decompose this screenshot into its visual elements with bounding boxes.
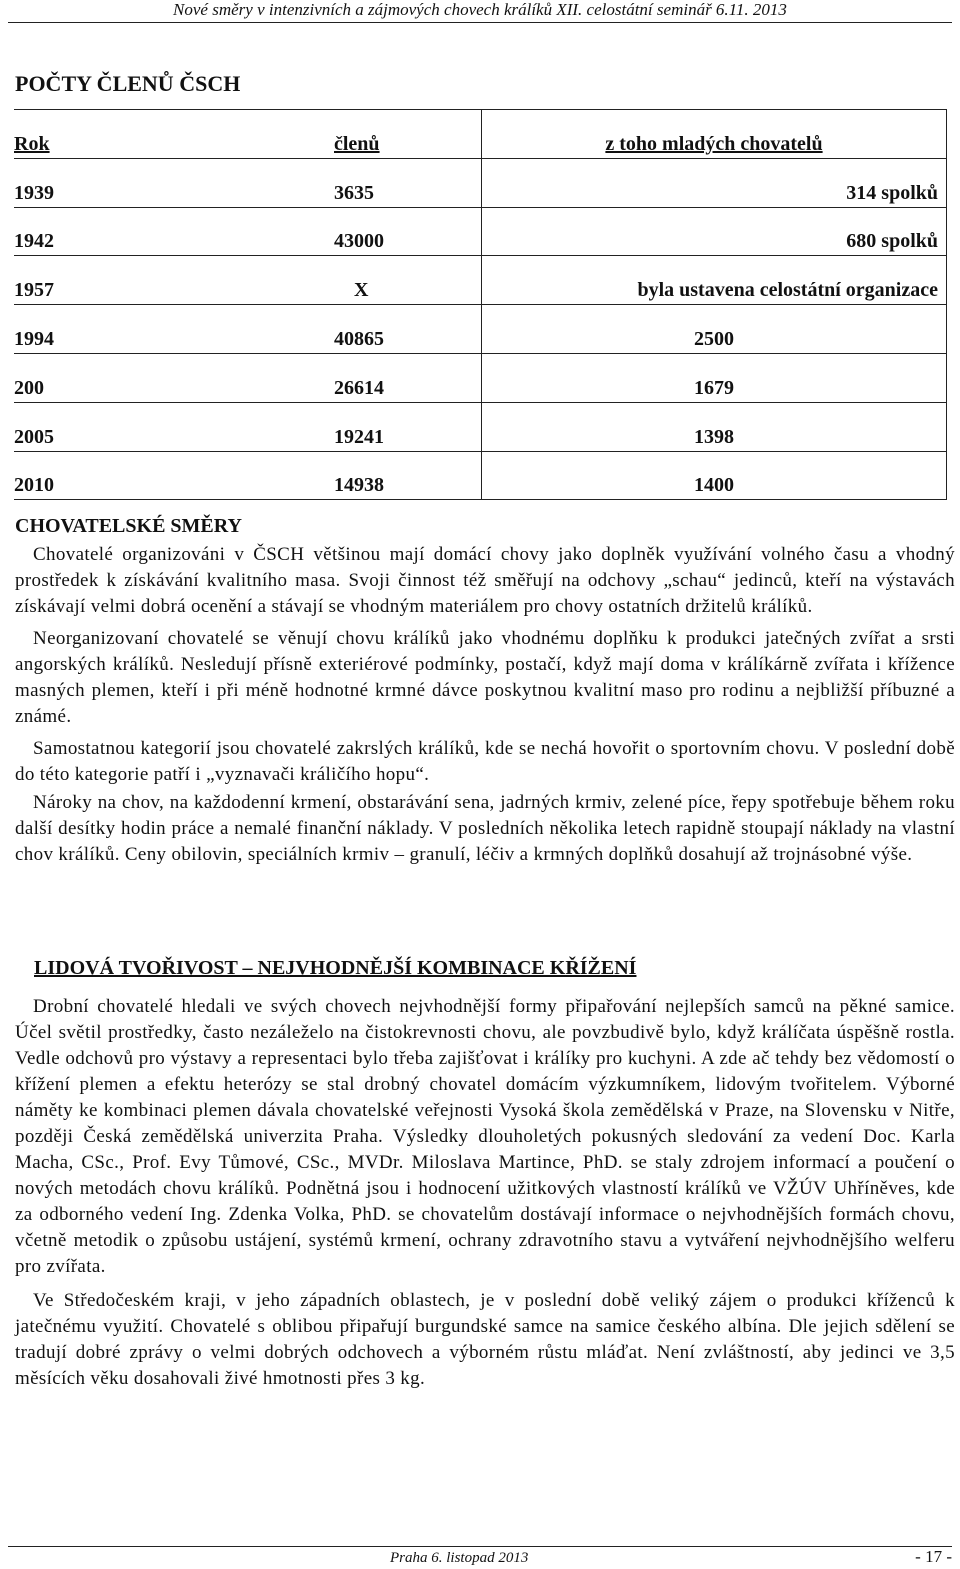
table-row: [14, 207, 947, 256]
cell-members: 26614: [334, 353, 482, 402]
column-header-members: členů: [334, 110, 482, 159]
paragraph: Chovatelé organizováni v ČSCH většinou mají domácí chovy jako doplněk využívání volného času a vhodný prostředek k získávání kvalitního masa. Svoji činnost též směřují na odchovy „schau“ jedinců, kteří na výstavách získávají velmi dobrá ocenění a stávají se vhodným materiálem pro chovy ostatních držitelů králíků.: [15, 544, 955, 617]
cell-members: 14938: [334, 451, 482, 500]
cell-members: 40865: [334, 305, 482, 354]
table-row: [14, 402, 947, 451]
cell-members: X: [334, 256, 482, 305]
cell-young: 314 spolků: [482, 158, 947, 207]
paragraph: Neorganizovaní chovatelé se věnují chovu králíků jako vhodnému doplňku k produkci jatečných zvířat a srsti angorských králíků. Nesledují přísně exteriérové podmínky, postačí, když mají doma v králíkárně zvířata i křížence masných plemen, kteří i při méně hodnotné krmné dávce poskytnou kvalitní maso pro rodinu a nejbližší příbuzné a známé.: [15, 628, 955, 727]
section-body-folk-creativity: [15, 994, 955, 1392]
cell-young: byla ustavena celostátní organizace: [482, 256, 947, 305]
cell-year: 1939: [14, 158, 334, 207]
cell-members: 3635: [334, 158, 482, 207]
table-header-row: [14, 110, 947, 159]
page-number: - 17 -: [915, 1547, 952, 1566]
footer-rule: [8, 1546, 952, 1547]
table-row: [14, 158, 947, 207]
cell-year: 200: [14, 353, 334, 402]
paragraph: Ve Středočeském kraji, v jeho západních oblastech, je v poslední době veliký zájem o produkci kříženců k jatečnému využití. Chovatelé s oblibou připařují burgundské samce na samice českého albína. Dle jejich sdělení se tradují dobré zprávy o velmi dobrých odchovech a výborném růstu mláďat. Není zvláštností, aby jedinci ve 3,5 měsících věku dosahovali živé hmotnosti přes 3 kg.: [15, 1290, 955, 1389]
footer-date: Praha 6. listopad 2013: [390, 1550, 529, 1566]
cell-year: 1942: [14, 207, 334, 256]
table-row: [14, 451, 947, 500]
cell-young: 680 spolků: [482, 207, 947, 256]
cell-year: 1994: [14, 305, 334, 354]
cell-year: 2010: [14, 451, 334, 500]
table-row: [14, 256, 947, 305]
paragraph: Drobní chovatelé hledali ve svých chovech nejvhodnější formy připařování nejlepších samců na pěkné samice. Účel světil prostředky, často nezáleželo na čistokrevnosti chovu, ale povzbudivě bylo, když králíčata úspěšně rostla. Vedle odchovů pro výstavy a representaci bylo třeba zajišťovat i králíky pro kuchyni. A zde ač tehdy bez vědomostí o křížení plemen a efektu heterózy se stal drobný chovatel domácím výzkumníkem, lidovým tvořitelem. Výborné náměty ke kombinaci plemen dávala chovatelské veřejnosti Vysoká škola zemědělská v Praze, na Slovensku v Nitře, později Česká zemědělská univerzita Praha. Výsledky dlouholetých pokusných sledování za vedení Doc. Karla Macha, CSc., Prof. Evy Tůmové, CSc., MVDr. Miloslava Martince, PhD. se staly zdrojem informací a poučení o nových metodách chovu králíků. Podnětná jsou i hodnocení užitkových vlastností králíků ve VŽÚV Uhříněves, kde za odborného vedení Ing. Zdenka Volka, PhD. se chovatelům dostávají informace o nejvhodnějších formách chovu, včetně metodik o způsobu ustájení, systémů krmení, ochrany zdravotního stavu a vytváření nejvhodnějšího welferu pro zvířata.: [15, 996, 955, 1277]
cell-members: 43000: [334, 207, 482, 256]
header-rule: [8, 22, 952, 23]
running-header: Nové směry v intenzivních a zájmových chovech králíků XII. celostátní seminář 6.11. 2013: [173, 0, 787, 19]
cell-young: 1400: [482, 451, 947, 500]
section-heading-breeding-directions: CHOVATELSKÉ SMĚRY: [15, 515, 242, 537]
paragraph: Samostatnou kategorií jsou chovatelé zakrslých králíků, kde se nechá hovořit o sportovním chovu. V poslední době do této kategorie patří i „vyznavači králičího hopu“.: [15, 738, 955, 785]
column-header-young: z toho mladých chovatelů: [482, 110, 947, 159]
cell-year: 2005: [14, 402, 334, 451]
column-header-year: Rok: [14, 110, 334, 159]
members-table: [14, 109, 947, 500]
section-body-breeding-directions: [15, 542, 955, 868]
page-title: POČTY ČLENŮ ČSCH: [15, 71, 241, 96]
section-heading-folk-creativity: LIDOVÁ TVOŘIVOST – NEJVHODNĚJŠÍ KOMBINACE KŘÍŽENÍ: [34, 957, 637, 979]
cell-young: 1398: [482, 402, 947, 451]
table-row: [14, 353, 947, 402]
paragraph: Nároky na chov, na každodenní krmení, obstarávání sena, jadrných krmiv, zelené píce, řepy spotřebuje během roku další desítky hodin práce a nemalé finanční náklady. V posledních několika letech rapidně stoupají náklady na vlastní chov králíků. Ceny obilovin, speciálních krmiv – granulí, léčiv a krmných doplňků dosahují až trojnásobné výše.: [15, 792, 955, 865]
table-row: [14, 305, 947, 354]
cell-members: 19241: [334, 402, 482, 451]
cell-young: 1679: [482, 353, 947, 402]
cell-young: 2500: [482, 305, 947, 354]
cell-year: 1957: [14, 256, 334, 305]
